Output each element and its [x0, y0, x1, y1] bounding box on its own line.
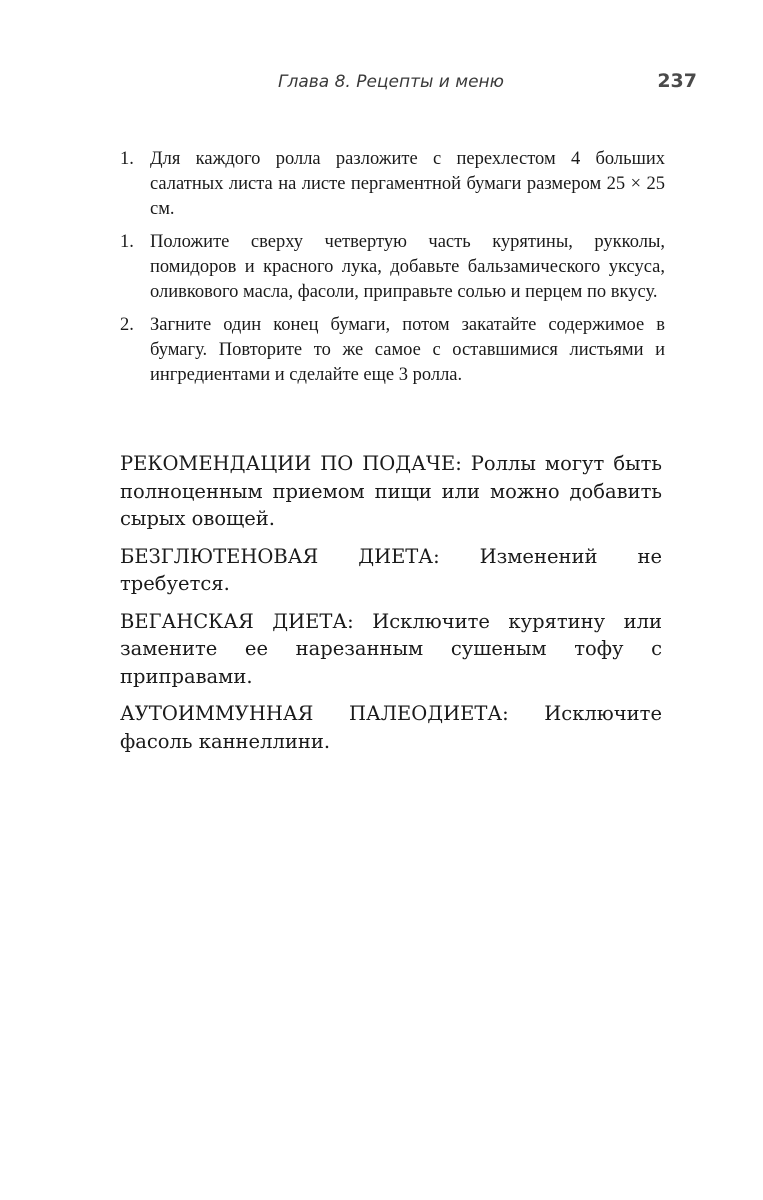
recipe-step: [120, 230, 665, 305]
vegan-note: ВЕГАНСКАЯ ДИЕТА: Исключите курятину или замените ее нарезанным сушеным тофу с приправами.: [120, 609, 662, 688]
gluten-free-note: БЕЗГЛЮТЕНОВАЯ ДИЕТА: Изменений не требуется.: [120, 544, 662, 595]
serving-recommendation: РЕКОМЕНДАЦИИ ПО ПОДАЧЕ: Роллы могут быть полноценным приемом пищи или можно добавить сырых овощей.: [120, 452, 662, 530]
step-text: Для каждого ролла разложите с перехлестом 4 больших салатных листа на листе пергаментной бумаги размером 25 × 25 см.: [150, 149, 665, 219]
chapter-title: Глава 8. Рецепты и меню: [278, 72, 504, 92]
recipe-steps: [120, 147, 665, 396]
step-text: Загните один конец бумаги, потом закатайте содержимое в бумагу. Повторите то же самое с оставшимися листьями и ингредиентами и сделайте еще 3 ролла.: [150, 315, 665, 385]
recipe-step: [120, 313, 665, 388]
recipe-notes: [120, 450, 662, 765]
page-header: [0, 70, 763, 98]
step-number: 1.: [120, 232, 134, 252]
step-number: 1.: [120, 149, 134, 169]
recipe-step: [120, 147, 665, 222]
step-text: Положите сверху четвертую часть курятины, рукколы, помидоров и красного лука, добавьте бальзамического уксуса, оливкового масла, фасоли, приправьте солью и перцем по вкусу.: [150, 232, 665, 302]
step-number: 2.: [120, 315, 134, 335]
autoimmune-paleo-note: АУТОИММУННАЯ ПАЛЕОДИЕТА: Исключите фасоль каннеллини.: [120, 702, 662, 753]
page-number: 237: [657, 70, 697, 92]
